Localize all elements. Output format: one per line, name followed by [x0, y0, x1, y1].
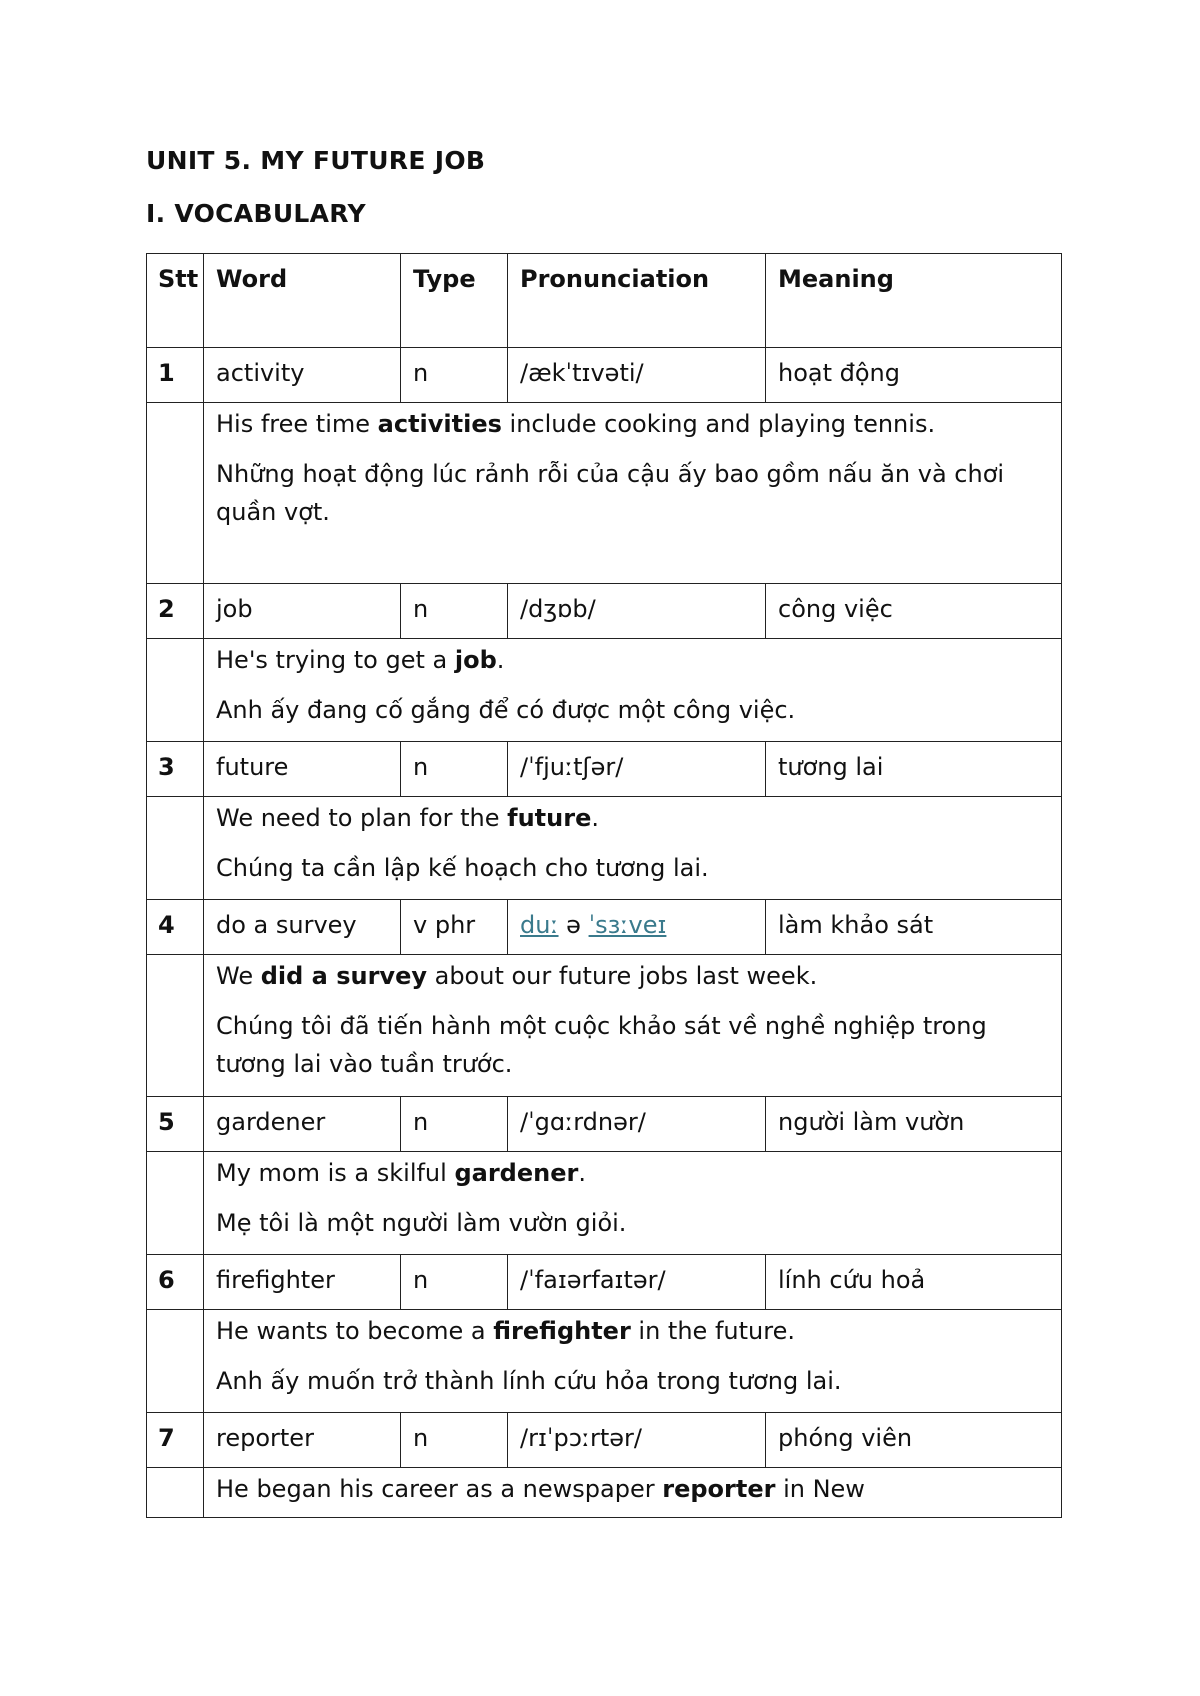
empty-cell — [147, 955, 204, 1097]
example-vietnamese: Anh ấy đang cố gắng để có được một công việc. — [216, 696, 796, 724]
meaning-cell: người làm vườn — [766, 1097, 1062, 1152]
type-cell: n — [401, 1413, 508, 1468]
pronunciation-link[interactable]: duː — [520, 911, 559, 939]
meaning-cell: làm khảo sát — [766, 900, 1062, 955]
empty-cell — [147, 1310, 204, 1413]
example-english: He wants to become a firefighter in the future. — [216, 1317, 795, 1345]
row-number: 4 — [147, 900, 204, 955]
example-english: We did a survey about our future jobs last week. — [216, 962, 818, 990]
example-vietnamese: Những hoạt động lúc rảnh rỗi của cậu ấy bao gồm nấu ăn và chơi quần vợt. — [216, 460, 1005, 526]
word-cell: gardener — [204, 1097, 401, 1152]
section-heading: I. VOCABULARY — [146, 199, 366, 228]
word-cell: future — [204, 742, 401, 797]
meaning-cell: công việc — [766, 584, 1062, 639]
table-row — [147, 742, 1062, 797]
table-header-row — [147, 254, 1062, 348]
type-cell: n — [401, 348, 508, 403]
pronunciation-cell: /dʒɒb/ — [508, 584, 766, 639]
example-cell — [204, 797, 1062, 900]
header-type: Type — [401, 254, 508, 348]
meaning-cell: lính cứu hoả — [766, 1255, 1062, 1310]
row-number: 3 — [147, 742, 204, 797]
meaning-cell: hoạt động — [766, 348, 1062, 403]
header-word: Word — [204, 254, 401, 348]
table-row — [147, 900, 1062, 955]
empty-cell — [147, 1152, 204, 1255]
document-title: UNIT 5. MY FUTURE JOB — [146, 146, 486, 175]
pronunciation-cell: /rɪˈpɔːrtər/ — [508, 1413, 766, 1468]
word-cell: do a survey — [204, 900, 401, 955]
example-row — [147, 639, 1062, 742]
pronunciation-cell: /ˈfaɪərfaɪtər/ — [508, 1255, 766, 1310]
example-row — [147, 403, 1062, 584]
example-cell — [204, 403, 1062, 584]
word-cell: firefighter — [204, 1255, 401, 1310]
type-cell: n — [401, 1097, 508, 1152]
highlighted-word: did a survey — [260, 962, 427, 990]
header-meaning: Meaning — [766, 254, 1062, 348]
example-row — [147, 1152, 1062, 1255]
word-cell: activity — [204, 348, 401, 403]
word-cell: reporter — [204, 1413, 401, 1468]
row-number: 7 — [147, 1413, 204, 1468]
example-cell — [204, 955, 1062, 1097]
table-row — [147, 348, 1062, 403]
vocabulary-table — [146, 253, 1062, 1518]
example-cell — [204, 1468, 1062, 1518]
example-english: My mom is a skilful gardener. — [216, 1159, 586, 1187]
pronunciation-cell: /ˈgɑːrdnər/ — [508, 1097, 766, 1152]
example-english: He began his career as a newspaper reporter in New — [216, 1475, 865, 1503]
example-english: His free time activities include cooking and playing tennis. — [216, 410, 936, 438]
meaning-cell: phóng viên — [766, 1413, 1062, 1468]
row-number: 1 — [147, 348, 204, 403]
empty-cell — [147, 1468, 204, 1518]
example-vietnamese: Chúng tôi đã tiến hành một cuộc khảo sát về nghề nghiệp trong tương lai vào tuần trước. — [216, 1012, 987, 1078]
word-cell: job — [204, 584, 401, 639]
type-cell: v phr — [401, 900, 508, 955]
meaning-cell: tương lai — [766, 742, 1062, 797]
table-row — [147, 1413, 1062, 1468]
highlighted-word: future — [507, 804, 592, 832]
pronunciation-link[interactable]: ˈsɜːveɪ — [588, 911, 667, 939]
header-stt: Stt — [147, 254, 204, 348]
example-vietnamese: Mẹ tôi là một người làm vườn giỏi. — [216, 1209, 627, 1237]
pronunciation-cell: duː ə ˈsɜːveɪ — [508, 900, 766, 955]
type-cell: n — [401, 584, 508, 639]
example-row — [147, 797, 1062, 900]
table-row — [147, 1097, 1062, 1152]
row-number: 6 — [147, 1255, 204, 1310]
pronunciation-cell: /ækˈtɪvəti/ — [508, 348, 766, 403]
example-row — [147, 1310, 1062, 1413]
example-cell — [204, 639, 1062, 742]
example-row — [147, 1468, 1062, 1518]
example-row — [147, 955, 1062, 1097]
row-number: 2 — [147, 584, 204, 639]
example-cell — [204, 1310, 1062, 1413]
example-english: We need to plan for the future. — [216, 804, 599, 832]
example-vietnamese: Anh ấy muốn trở thành lính cứu hỏa trong tương lai. — [216, 1367, 842, 1395]
pronunciation-cell: /ˈfjuːtʃər/ — [508, 742, 766, 797]
empty-cell — [147, 639, 204, 742]
example-cell — [204, 1152, 1062, 1255]
type-cell: n — [401, 742, 508, 797]
type-cell: n — [401, 1255, 508, 1310]
highlighted-word: activities — [377, 410, 502, 438]
empty-cell — [147, 403, 204, 584]
highlighted-word: reporter — [662, 1475, 776, 1503]
highlighted-word: job — [454, 646, 497, 674]
table-row — [147, 1255, 1062, 1310]
example-vietnamese: Chúng ta cần lập kế hoạch cho tương lai. — [216, 854, 709, 882]
header-pronunciation: Pronunciation — [508, 254, 766, 348]
highlighted-word: gardener — [454, 1159, 579, 1187]
highlighted-word: firefighter — [493, 1317, 631, 1345]
empty-cell — [147, 797, 204, 900]
example-english: He's trying to get a job. — [216, 646, 505, 674]
table-row — [147, 584, 1062, 639]
row-number: 5 — [147, 1097, 204, 1152]
